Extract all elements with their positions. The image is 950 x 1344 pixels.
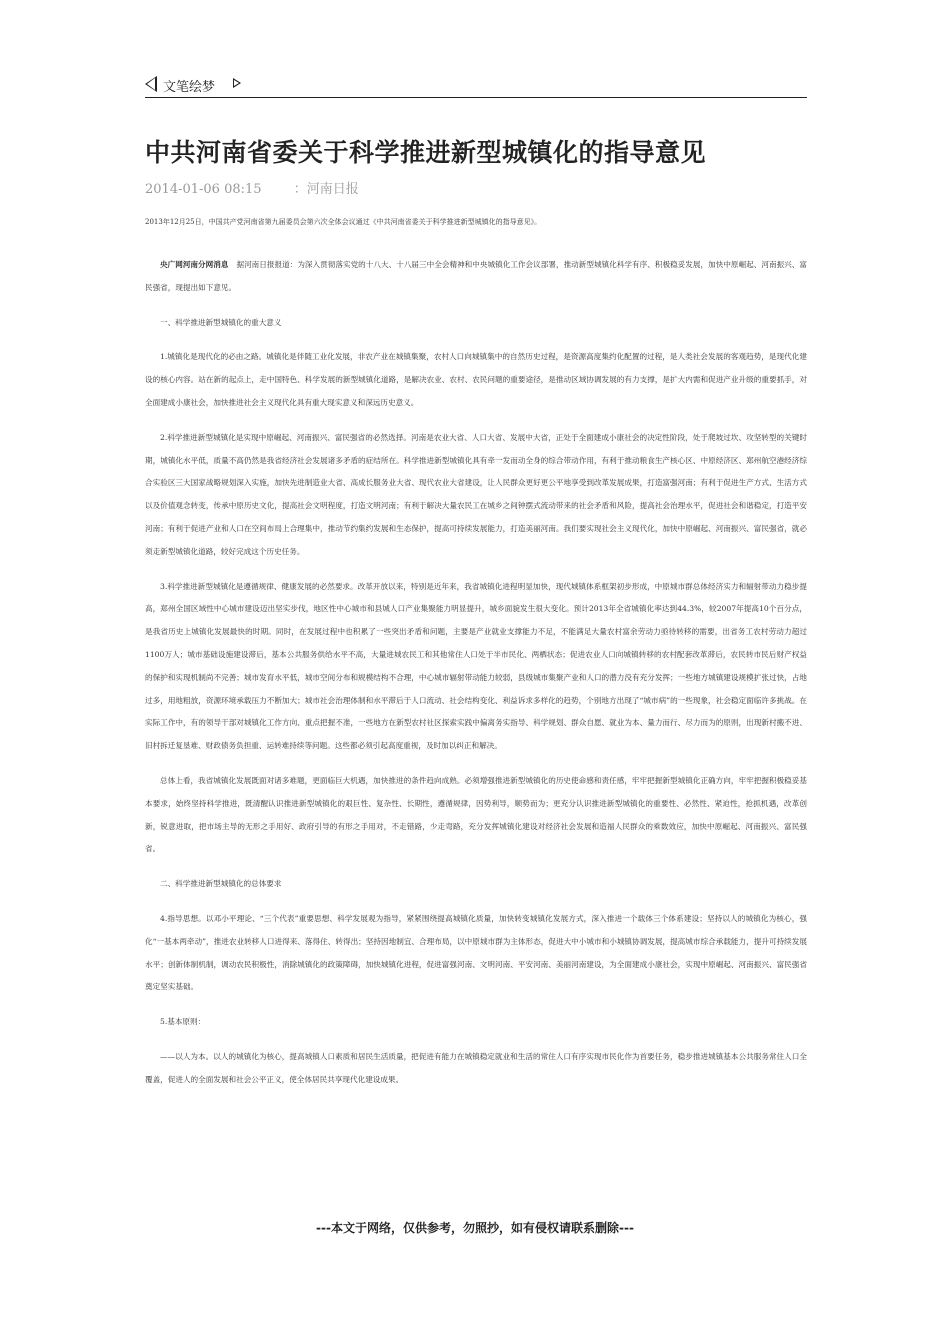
section-heading-2: 二、科学推进新型城镇化的总体要求 bbox=[160, 879, 282, 889]
article-meta bbox=[145, 178, 359, 197]
brand-name: 文笔绘梦 bbox=[163, 80, 216, 95]
article-body bbox=[145, 214, 807, 1092]
header-divider bbox=[145, 97, 807, 98]
triangle-right-icon bbox=[233, 78, 241, 88]
paragraph-3: 3.科学推进新型城镇化是遵循规律、健康发展的必然要求。改革开放以来，特别是近年来，我省城镇化进程明显加快，现代城镇体系框架初步形成，中原城市群总体经济实力和辐射带动力稳步提高，郑州全国区域性中心城市建设迈出坚实步伐，地区性中心城市和县城人口产业集聚能力明显提升，城乡面貌发生很大变化。预计2013年全省城镇化率达到44.3%，较2007年提高10个百分点，是我省历史上城镇化发展最快的时期。同时，在发展过程中也积累了一些突出矛盾和问题，主要是产业就业支撑能力不足，不能满足大量农村富余劳动力亟待转移的需要，出省务工农村劳动力超过1100万人；城市基础设施建设滞后，基本公共服务供给水平不高，大量进城农民工和其他常住人口处于半市民化、两栖状态；促进农业人口向城镇转移的农村配套改革滞后，农民转市民后财产权益的保护和实现机制尚不完善；城市发育水平低，城市空间分布和规模结构不合理，中心城市辐射带动能力较弱，县级城市集聚产业和人口的潜力没有充分发挥；一些地方城镇建设规模扩张过快，占地过多，用地粗放，资源环境承载压力不断加大；城市社会治理体制和水平滞后于人口流动、社会结构变化、利益诉求多样化的趋势，个别地方出现了“城市病”的一些现象，社会稳定面临许多挑战。在实际工作中，有的领导干部对城镇化工作方向、重点把握不准，一些地方在新型农村社区探索实践中偏离务实指导、科学规划、群众自愿、就业为本、量力而行、尽力而为的原则，出现新村搬不进、旧村拆迁复垦难、财政债务负担重、运转难持续等问题。这些都必须引起高度重视，及时加以纠正和解决。 bbox=[145, 581, 807, 751]
footer-notice: ---本文于网络，仅供参考，勿照抄，如有侵权请联系删除--- bbox=[316, 1221, 634, 1235]
intro-source: 央广网河南分网消息 bbox=[160, 260, 229, 269]
page-header bbox=[145, 74, 807, 96]
paragraph-7: ——以人为本。以人的城镇化为核心，提高城镇人口素质和居民生活质量，把促进有能力在城镇稳定就业和生活的常住人口有序实现市民化作为首要任务，稳步推进城镇基本公共服务常住人口全覆盖，促进人的全面发展和社会公平正义，使全体居民共享现代化建设成果。 bbox=[145, 1051, 807, 1084]
article-date: 2014-01-06 08:15 bbox=[145, 182, 262, 197]
paragraph-4: 总体上看，我省城镇化发展既面对诸多难题，更面临巨大机遇，加快推进的条件趋向成熟。必须增强推进新型城镇化的历史使命感和责任感，牢牢把握新型城镇化正确方向，牢牢把握积极稳妥基本要求，始终坚持科学推进，既清醒认识推进新型城镇化的艰巨性、复杂性、长期性，遵循规律，因势利导，顺势而为；更充分认识推进新型城镇化的重要性、必然性、紧迫性，抢抓机遇，改革创新，锐意进取，把市场主导的无形之手用好、政府引导的有形之手用对，不走错路，少走弯路，充分发挥城镇化建设对经济社会发展和造福人民群众的乘数效应，加快中原崛起、河南振兴、富民强省。 bbox=[145, 775, 807, 854]
article-title: 中共河南省委关于科学推进新型城镇化的指导意见 bbox=[145, 138, 707, 167]
paragraph-5: 4.指导思想。以邓小平理论、“三个代表”重要思想、科学发展观为指导，紧紧围绕提高城镇化质量，加快转变城镇化发展方式，深入推进一个载体三个体系建设；坚持以人的城镇化为核心，强化“一基本两牵动”，推进农业转移人口进得来、落得住、转得出；坚持因地制宜、合理布局，以中原城市群为主体形态，促进大中小城市和小城镇协调发展，提高城市综合承载能力，提升可持续发展水平；创新体制机制，调动农民积极性，消除城镇化的政策障碍，加快城镇化进程，促进富强河南、文明河南、平安河南、美丽河南建设，为全面建成小康社会，实现中原崛起、河南振兴、富民强省奠定坚实基础。 bbox=[145, 913, 807, 992]
lead-paragraph: 2013年12月25日，中国共产党河南省第九届委员会第六次全体会议通过《中共河南省委关于科学推进新型城镇化的指导意见》。 bbox=[145, 218, 542, 226]
intro-paragraph bbox=[145, 254, 807, 300]
paragraph-2: 2.科学推进新型城镇化是实现中原崛起、河南振兴、富民强省的必然选择。河南是农业大省、人口大省、发展中大省，正处于全面建成小康社会的决定性阶段，处于爬坡过坎、攻坚转型的关键时期，城镇化水平低，质量不高仍然是我省经济社会发展诸多矛盾的症结所在。科学推进新型城镇化具有牵一发而动全身的综合带动作用，有利于推动粮食生产核心区、中原经济区、郑州航空港经济综合实验区三大国家战略规划深入实施，加快先进制造业大省、高成长服务业大省、现代农业大省建设，让人民群众更好更公平地享受到改革发展成果，打造富强河南；有利于促进生产方式、生活方式以及价值观念转变，传承中原历史文化，提高社会文明程度，打造文明河南；有利于解决大量农民工在城乡之间钟摆式流动带来的社会矛盾和风险，提高社会治理水平，促进社会和谐稳定，打造平安河南；有利于促进产业和人口在空间布局上合理集中，推动节约集约发展和生态保护，提高可持续发展能力，打造美丽河南。我们要实现社会主义现代化，加快中原崛起、河南振兴、富民强省，就必须走新型城镇化道路，较好完成这个历史任务。 bbox=[145, 432, 807, 556]
section-heading-1: 一、科学推进新型城镇化的重大意义 bbox=[160, 317, 282, 327]
paragraph-1: 1.城镇化是现代化的必由之路。城镇化是伴随工业化发展，非农产业在城镇集聚，农村人口向城镇集中的自然历史过程，是资源高度集约化配置的过程，是人类社会发展的客观趋势，是现代化建设的核心内容。站在新的起点上，走中国特色、科学发展的新型城镇化道路，是解决农业、农村、农民问题的重要途径，是推动区域协调发展的有力支撑，是扩大内需和促进产业升级的重要抓手，对全面建成小康社会，加快推进社会主义现代化具有重大现实意义和深远历史意义。 bbox=[145, 352, 807, 407]
intro-text: 据河南日报报道：为深入贯彻落实党的十八大、十八届三中全会精神和中央城镇化工作会议部署，推动新型城镇化科学有序、积极稳妥发展，加快中原崛起、河南振兴、富民强省，现提出如下意见。 bbox=[145, 260, 807, 292]
paragraph-6: 5.基本原则： bbox=[160, 1017, 206, 1027]
article-source: ：河南日报 bbox=[293, 182, 359, 197]
triangle-left-icon bbox=[145, 76, 157, 92]
